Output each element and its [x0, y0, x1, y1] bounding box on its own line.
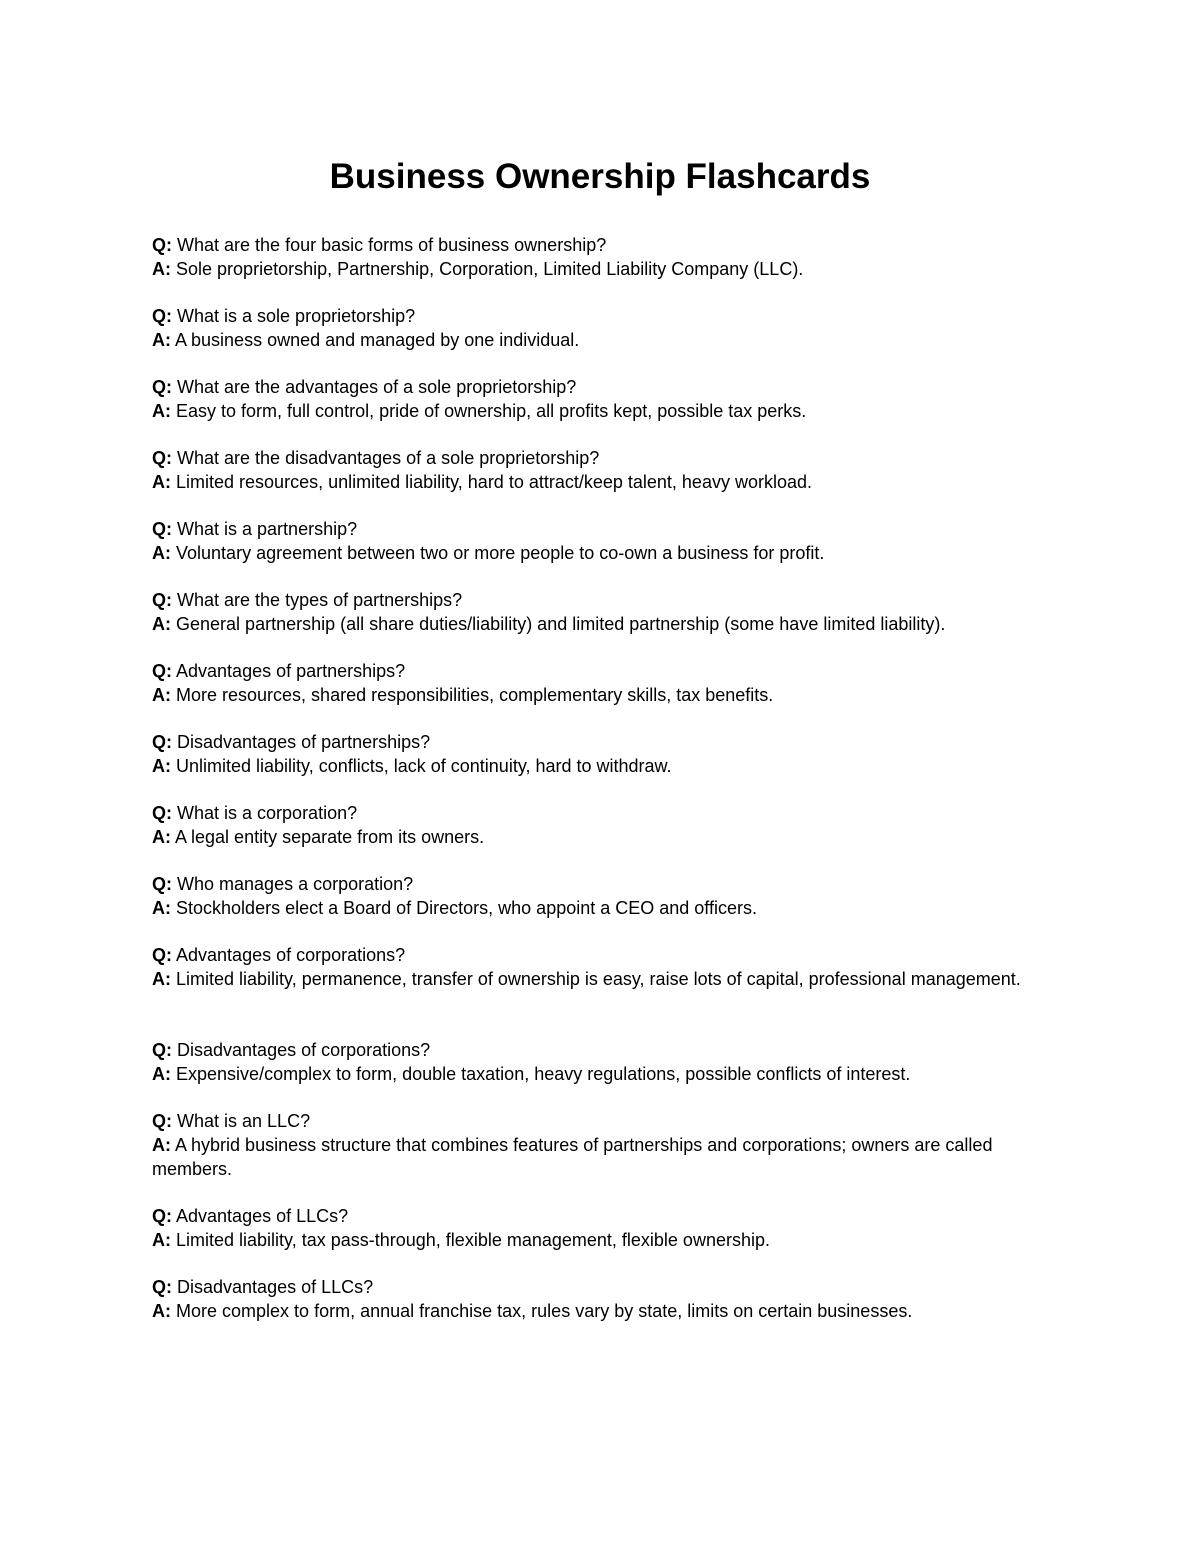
question-text: What are the disadvantages of a sole proprietorship? [177, 448, 600, 468]
answer-label: A: [152, 401, 171, 421]
question-line [152, 304, 1052, 328]
answer-text: Stockholders elect a Board of Directors, who appoint a CEO and officers. [176, 898, 757, 918]
answer-label: A: [152, 898, 171, 918]
answer-line [152, 1299, 1052, 1323]
flashcard [152, 233, 1052, 304]
answer-label: A: [152, 827, 171, 847]
question-text: Advantages of LLCs? [176, 1206, 349, 1226]
question-text: Advantages of partnerships? [176, 661, 406, 681]
question-label: Q: [152, 306, 172, 326]
question-label: Q: [152, 661, 172, 681]
answer-label: A: [152, 1064, 171, 1084]
answer-text: A legal entity separate from its owners. [175, 827, 485, 847]
answer-text: Easy to form, full control, pride of ownership, all profits kept, possible tax perks. [176, 401, 807, 421]
flashcard [152, 304, 1052, 375]
answer-label: A: [152, 1301, 171, 1321]
flashcard [152, 730, 1052, 801]
answer-text: A business owned and managed by one individual. [175, 330, 580, 350]
answer-label: A: [152, 756, 171, 776]
answer-label: A: [152, 543, 171, 563]
question-line [152, 517, 1052, 541]
question-line [152, 872, 1052, 896]
flashcard [152, 588, 1052, 659]
answer-line [152, 825, 1052, 849]
answer-label: A: [152, 472, 171, 492]
answer-line [152, 612, 1052, 636]
question-text: What are the types of partnerships? [177, 590, 463, 610]
question-label: Q: [152, 590, 172, 610]
flashcard [152, 375, 1052, 446]
question-line [152, 801, 1052, 825]
answer-text: Sole proprietorship, Partnership, Corporation, Limited Liability Company (LLC). [176, 259, 804, 279]
question-text: Advantages of corporations? [176, 945, 406, 965]
answer-line [152, 967, 1052, 991]
answer-text: A hybrid business structure that combines features of partnerships and corporations; owners are called members. [152, 1135, 993, 1179]
flashcard [152, 1109, 1052, 1204]
question-text: What is a corporation? [177, 803, 358, 823]
question-line [152, 375, 1052, 399]
answer-line [152, 328, 1052, 352]
question-label: Q: [152, 235, 172, 255]
answer-text: Expensive/complex to form, double taxation, heavy regulations, possible conflicts of interest. [176, 1064, 911, 1084]
answer-text: More complex to form, annual franchise tax, rules vary by state, limits on certain businesses. [176, 1301, 913, 1321]
question-label: Q: [152, 803, 172, 823]
answer-label: A: [152, 330, 171, 350]
answer-text: Unlimited liability, conflicts, lack of continuity, hard to withdraw. [176, 756, 672, 776]
flashcard [152, 517, 1052, 588]
answer-line [152, 399, 1052, 423]
answer-label: A: [152, 1230, 171, 1250]
question-line [152, 233, 1052, 257]
answer-line [152, 1062, 1052, 1086]
question-line [152, 1038, 1052, 1062]
answer-text: More resources, shared responsibilities, complementary skills, tax benefits. [176, 685, 774, 705]
question-line [152, 659, 1052, 683]
flashcard [152, 1275, 1052, 1346]
question-line [152, 446, 1052, 470]
question-label: Q: [152, 1040, 172, 1060]
answer-line [152, 1228, 1052, 1252]
question-line [152, 1204, 1052, 1228]
answer-line [152, 257, 1052, 281]
question-label: Q: [152, 377, 172, 397]
answer-label: A: [152, 685, 171, 705]
page-title: Business Ownership Flashcards [329, 157, 871, 196]
question-label: Q: [152, 732, 172, 752]
question-label: Q: [152, 1277, 172, 1297]
answer-text: Limited resources, unlimited liability, hard to attract/keep talent, heavy workload. [176, 472, 812, 492]
question-text: Disadvantages of LLCs? [177, 1277, 374, 1297]
question-label: Q: [152, 1206, 172, 1226]
question-label: Q: [152, 945, 172, 965]
answer-line [152, 896, 1052, 920]
answer-label: A: [152, 614, 171, 634]
flashcard-list [152, 233, 1052, 1346]
flashcard [152, 943, 1052, 1038]
question-text: What are the advantages of a sole proprietorship? [177, 377, 577, 397]
answer-label: A: [152, 969, 171, 989]
flashcard [152, 801, 1052, 872]
flashcard [152, 1204, 1052, 1275]
question-text: Disadvantages of corporations? [177, 1040, 431, 1060]
question-label: Q: [152, 448, 172, 468]
question-label: Q: [152, 1111, 172, 1131]
question-text: What is a sole proprietorship? [177, 306, 416, 326]
answer-text: Voluntary agreement between two or more people to co-own a business for profit. [176, 543, 825, 563]
question-line [152, 1109, 1052, 1133]
question-line [152, 730, 1052, 754]
answer-line [152, 541, 1052, 565]
answer-line [152, 754, 1052, 778]
answer-text: Limited liability, tax pass-through, flexible management, flexible ownership. [176, 1230, 770, 1250]
answer-line [152, 470, 1052, 494]
question-text: Who manages a corporation? [177, 874, 414, 894]
question-text: What are the four basic forms of business ownership? [177, 235, 607, 255]
flashcard [152, 659, 1052, 730]
answer-label: A: [152, 1135, 171, 1155]
answer-label: A: [152, 259, 171, 279]
question-label: Q: [152, 519, 172, 539]
flashcard [152, 872, 1052, 943]
question-text: What is an LLC? [177, 1111, 311, 1131]
answer-line [152, 683, 1052, 707]
question-line [152, 588, 1052, 612]
question-label: Q: [152, 874, 172, 894]
flashcard [152, 1038, 1052, 1109]
flashcard [152, 446, 1052, 517]
question-text: What is a partnership? [177, 519, 358, 539]
answer-text: General partnership (all share duties/liability) and limited partnership (some have limited liability). [176, 614, 946, 634]
question-line [152, 1275, 1052, 1299]
question-text: Disadvantages of partnerships? [177, 732, 431, 752]
answer-text: Limited liability, permanence, transfer of ownership is easy, raise lots of capital, professional management. [176, 969, 1021, 989]
answer-line [152, 1133, 1052, 1181]
question-line [152, 943, 1052, 967]
